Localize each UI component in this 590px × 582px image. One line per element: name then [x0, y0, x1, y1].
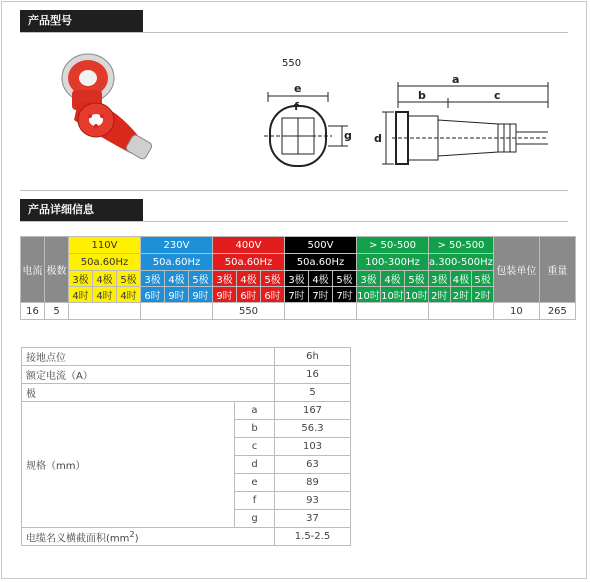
poles-label: 极 — [22, 384, 275, 402]
voltage-230: 230V — [141, 237, 213, 254]
pole-cell: 4极 — [450, 271, 472, 287]
row-packing: 10 — [493, 303, 539, 320]
dim-label-c: c — [494, 89, 501, 102]
freq-400: 50a.60Hz — [213, 254, 285, 271]
pole-cell: 4极 — [381, 271, 405, 287]
row-weight: 265 — [539, 303, 575, 320]
time-cell: 4时 — [117, 287, 141, 303]
row-empty — [357, 303, 429, 320]
pole-cell: 3极 — [429, 271, 451, 287]
cable-label-end: ) — [134, 533, 139, 545]
cable-label — [22, 528, 275, 546]
time-cell: 9时 — [165, 287, 189, 303]
time-cell: 2时 — [450, 287, 472, 303]
drawing-model-number: 550 — [282, 58, 302, 69]
row-model: 550 — [213, 303, 285, 320]
time-cell: 2时 — [472, 287, 494, 303]
dim-value: 63 — [275, 456, 351, 474]
pole-cell: 3极 — [141, 271, 165, 287]
dim-label-b: b — [418, 89, 426, 102]
freq-500: 50a.60Hz — [285, 254, 357, 271]
rated-current-value: 16 — [275, 366, 351, 384]
header-poles: 极数 — [45, 237, 69, 303]
section-divider — [20, 221, 568, 222]
pole-cell: 3极 — [213, 271, 237, 287]
row-empty — [69, 303, 141, 320]
product-photo — [48, 50, 168, 180]
section-divider — [20, 190, 568, 191]
pole-cell: 4极 — [309, 271, 333, 287]
dimension-drawing — [258, 72, 558, 182]
pole-cell: 5极 — [333, 271, 357, 287]
product-model-header: 产品型号 — [20, 10, 143, 32]
section-divider — [20, 32, 568, 33]
time-cell: 10时 — [405, 287, 429, 303]
cable-label-text: 电缆名义横截面积(mm — [26, 533, 130, 545]
dim-value: 103 — [275, 438, 351, 456]
pole-cell: 4极 — [93, 271, 117, 287]
dim-value: 56.3 — [275, 420, 351, 438]
dim-key: e — [235, 474, 275, 492]
dim-key: a — [235, 402, 275, 420]
time-cell: 4时 — [93, 287, 117, 303]
dim-label-a: a — [452, 73, 460, 86]
product-detail-header: 产品详细信息 — [20, 199, 143, 221]
header-packing: 包装单位 — [493, 237, 539, 303]
time-cell: 10时 — [381, 287, 405, 303]
freq-230: 50a.60Hz — [141, 254, 213, 271]
dim-value: 93 — [275, 492, 351, 510]
voltage-110: 110V — [69, 237, 141, 254]
dim-key: f — [235, 492, 275, 510]
pole-cell: 3极 — [285, 271, 309, 287]
dim-key: d — [235, 456, 275, 474]
poles-value: 5 — [275, 384, 351, 402]
row-empty — [429, 303, 494, 320]
time-cell: 6时 — [237, 287, 261, 303]
time-cell: 2时 — [429, 287, 451, 303]
cable-label-sup: 2 — [129, 528, 135, 539]
ground-value: 6h — [275, 348, 351, 366]
time-cell: 4时 — [69, 287, 93, 303]
dim-value: 37 — [275, 510, 351, 528]
time-cell: 9时 — [189, 287, 213, 303]
header-current: 电流 — [21, 237, 45, 303]
pole-cell: 5极 — [405, 271, 429, 287]
spec-label: 规格（mm） — [22, 402, 235, 528]
pole-cell: 3极 — [357, 271, 381, 287]
dim-label-f: f — [294, 100, 299, 113]
row-poles: 5 — [45, 303, 69, 320]
voltage-400: 400V — [213, 237, 285, 254]
dim-label-e: e — [294, 82, 302, 95]
pole-cell: 5极 — [189, 271, 213, 287]
voltage-50-500-a: > 50-500 — [357, 237, 429, 254]
dim-label-d: d — [374, 132, 382, 145]
cable-value: 1.5-2.5 — [275, 528, 351, 546]
time-cell: 9时 — [213, 287, 237, 303]
time-cell: 6时 — [141, 287, 165, 303]
time-cell: 6时 — [261, 287, 285, 303]
time-cell: 7时 — [333, 287, 357, 303]
row-empty — [141, 303, 213, 320]
pole-cell: 4极 — [237, 271, 261, 287]
row-empty — [285, 303, 357, 320]
dim-key: b — [235, 420, 275, 438]
spec-table — [20, 236, 576, 320]
voltage-50-500-b: > 50-500 — [429, 237, 494, 254]
info-table — [21, 347, 351, 546]
header-weight: 重量 — [539, 237, 575, 303]
time-cell: 7时 — [309, 287, 333, 303]
freq-50-500-b: a.300-500Hz — [429, 254, 494, 271]
rated-current-label: 额定电流（A） — [22, 366, 275, 384]
pole-cell: 4极 — [165, 271, 189, 287]
time-cell: 10时 — [357, 287, 381, 303]
ground-label: 接地点位 — [22, 348, 275, 366]
row-current: 16 — [21, 303, 45, 320]
pole-cell: 5极 — [472, 271, 494, 287]
pole-cell: 5极 — [117, 271, 141, 287]
pole-cell: 5极 — [261, 271, 285, 287]
time-cell: 7时 — [285, 287, 309, 303]
dim-key: c — [235, 438, 275, 456]
pole-cell: 3极 — [69, 271, 93, 287]
voltage-500: 500V — [285, 237, 357, 254]
dim-value: 167 — [275, 402, 351, 420]
dim-value: 89 — [275, 474, 351, 492]
freq-110: 50a.60Hz — [69, 254, 141, 271]
freq-50-500-a: 100-300Hz — [357, 254, 429, 271]
dim-key: g — [235, 510, 275, 528]
dim-label-g: g — [344, 129, 352, 142]
